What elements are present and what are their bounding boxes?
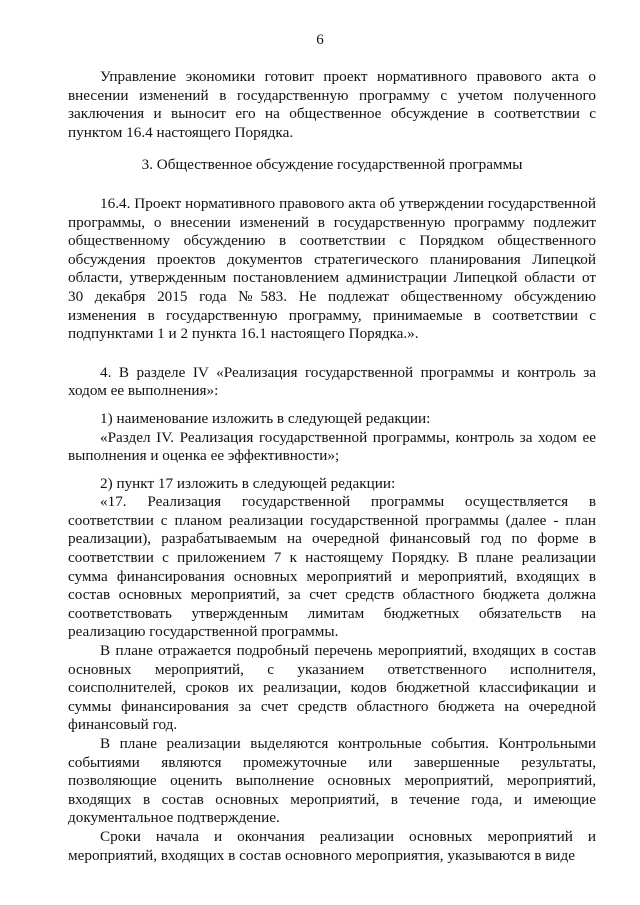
paragraph-subitem-1: 1) наименование изложить в следующей редакции: (100, 409, 431, 427)
paragraph-item-17: «17. Реализация государственной программы осуществляется в соответствии с планом реализации государственной программы (далее - план реализации), разрабатываемым на очередной финансовый год по форме в соответствии с приложением 7 к настоящему Порядку. В плане реализации сумма финансирования основных мероприятий и мероприятий, входящих в состав основных мероприятий, за счет средств областного бюджета должна соответствовать утвержденным лимитам бюджетных обязательств на реализацию государственной программы. (68, 493, 596, 641)
paragraph-item-4: 4. В разделе IV «Реализация государственной программы и контроль за ходом ее выполнения»: (68, 363, 596, 400)
section-heading: 3. Общественное обсуждение государственной программы (141, 156, 523, 174)
page-number: 6 (316, 32, 324, 48)
paragraph-subitem-2: 2) пункт 17 изложить в следующей редакции: (100, 474, 396, 492)
paragraph-16-4: 16.4. Проект нормативного правового акта об утверждении государственной программы, о внесении изменений в государственную программу подлежит общественному обсуждению в соответствии с Порядком общественного обсуждения проектов документов стратегического планирования Липецкой области, утвержденным постановлением администрации Липецкой области от 30 декабря 2015 года №583. Не подлежат общественному обсуждению изменения в государственную программу, принимаемые в соответствии с подпунктами 1 и 2 пункта 16.1 настоящего Порядка.». (68, 194, 596, 343)
paragraph-control-events: В плане реализации выделяются контрольные события. Контрольными событиями являются промежуточные или завершенные результаты, позволяющие оценить выполнение основных мероприятий, мероприятий, входящих в состав основных мероприятий, в течение года, и имеющие документальное подтверждение. (68, 735, 596, 827)
paragraph-section-title: «Раздел IV. Реализация государственной программы, контроль за ходом ее выполнения и оценка ее эффективности»; (68, 428, 596, 465)
document-body (68, 68, 596, 865)
paragraph-conclusion: Управление экономики готовит проект нормативного правового акта о внесении изменений в государственную программу с учетом полученного заключения и выносит его на общественное обсуждение в соответствии с пунктом 16.4 настоящего Порядка. (68, 68, 596, 141)
paragraph-deadlines: Сроки начала и окончания реализации основных мероприятий и мероприятий, входящих в состав основного мероприятия, указываются в виде (68, 827, 596, 864)
paragraph-plan-list: В плане отражается подробный перечень мероприятий, входящих в состав основных мероприятий, с указанием ответственного исполнителя, соисполнителей, сроков их реализации, кодов бюджетной классификации и суммы финансирования за счет средств областного бюджета на очередной финансовый год. (68, 642, 596, 734)
